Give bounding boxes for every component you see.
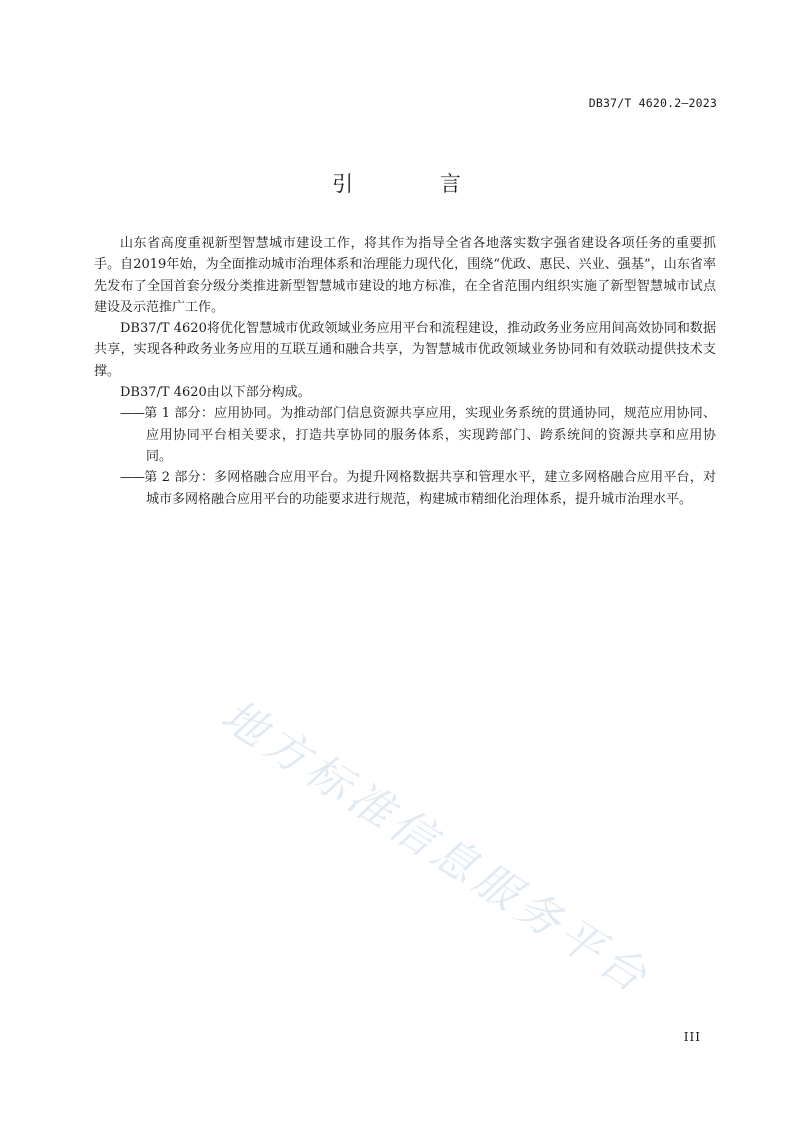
paragraph-purpose: DB37/T 4620将优化智慧城市优政领域业务应用平台和流程建设，推动政务业务应用间高效协同和数据共享，实现各种政务业务应用的互联互通和融合共享，为智慧城市优政领域业务协同和有效联动提供技术支撑。 bbox=[94, 321, 716, 379]
page-number: III bbox=[683, 1030, 701, 1044]
page-title: 引 言 bbox=[332, 172, 501, 196]
document-code: DB37/T 4620.2—2023 bbox=[588, 96, 717, 110]
document-body bbox=[94, 233, 716, 510]
watermark: 地方标准信息服务平台 bbox=[212, 689, 660, 1006]
list-item bbox=[94, 403, 716, 467]
paragraph-intro: 山东省高度重视新型智慧城市建设工作，将其作为指导全省各地落实数字强省建设各项任务的重要抓手。自2019年始，为全面推动城市治理体系和治理能力现代化，围绕“优政、惠民、兴业、强基”，山东省率先发布了全国首套分级分类推进新型智慧城市建设的地方标准，在全省范围内组织实施了新型智慧城市试点建设及示范推广工作。 bbox=[94, 236, 716, 315]
list-item bbox=[94, 467, 716, 510]
paragraph-structure: DB37/T 4620由以下部分构成。 bbox=[120, 385, 311, 401]
list-dash: —— bbox=[120, 470, 144, 486]
list-item-text: 第 1 部分：应用协同。为推动部门信息资源共享应用，实现业务系统的贯通协同，规范应用协同、应用协同平台相关要求，打造共享协同的服务体系，实现跨部门、跨系统间的资源共享和应用协同。 bbox=[144, 406, 716, 464]
list-item-text: 第 2 部分：多网格融合应用平台。为提升网格数据共享和管理水平，建立多网格融合应用平台，对城市多网格融合应用平台的功能要求进行规范，构建城市精细化治理体系，提升城市治理水平。 bbox=[144, 470, 716, 507]
list-dash: —— bbox=[120, 406, 144, 422]
